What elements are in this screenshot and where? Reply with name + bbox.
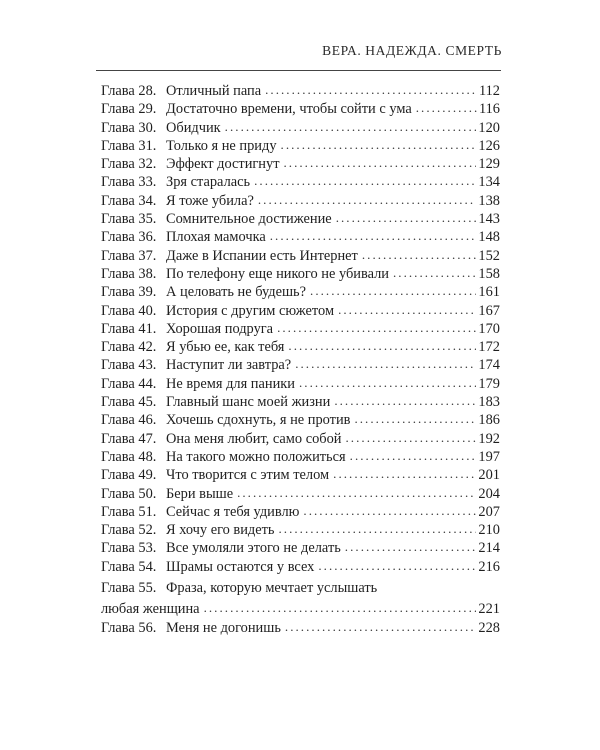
chapter-number: Глава 33.	[101, 174, 157, 191]
toc-entry-55[interactable]	[101, 579, 500, 597]
toc-entry[interactable]	[101, 192, 500, 210]
dot-leader	[258, 191, 477, 209]
toc-entry[interactable]	[101, 82, 500, 100]
chapter-number: Глава 45.	[101, 394, 157, 411]
chapter-title: Сомнительное достижение	[166, 211, 332, 228]
chapter-number: Глава 55.	[101, 580, 157, 597]
toc-entry[interactable]	[101, 466, 500, 484]
toc-entry[interactable]	[101, 411, 500, 429]
page-number: 207	[478, 503, 500, 520]
toc-entry[interactable]	[101, 100, 500, 118]
page-number: 148	[478, 229, 500, 246]
chapter-number: Глава 56.	[101, 619, 157, 636]
toc-entry-56[interactable]	[101, 619, 500, 637]
chapter-title-continued: любая женщина	[101, 601, 200, 618]
chapter-number: Глава 40.	[101, 302, 157, 319]
chapter-number: Глава 52.	[101, 522, 157, 539]
page-number: 152	[478, 247, 500, 264]
chapter-number: Глава 54.	[101, 558, 157, 575]
dot-leader	[237, 484, 476, 502]
dot-leader	[362, 246, 477, 264]
dot-leader	[393, 264, 476, 282]
chapter-number: Глава 43.	[101, 357, 157, 374]
dot-leader	[283, 154, 476, 172]
toc-entry[interactable]	[101, 155, 500, 173]
chapter-title: Зря старалась	[166, 174, 251, 191]
chapter-number: Глава 48.	[101, 448, 157, 465]
page-number: 192	[478, 430, 500, 447]
toc-entry[interactable]	[101, 302, 500, 320]
page-number: 183	[478, 394, 500, 411]
toc-entry[interactable]	[101, 265, 500, 283]
chapter-number: Глава 36.	[101, 229, 157, 246]
toc-entry[interactable]	[101, 283, 500, 301]
dot-leader	[281, 136, 477, 154]
page-number: 214	[478, 540, 500, 557]
toc-entry[interactable]	[101, 137, 500, 155]
chapter-title: Фраза, которую мечтает услышать	[166, 580, 378, 597]
toc-entry[interactable]	[101, 558, 500, 576]
chapter-number: Глава 39.	[101, 284, 157, 301]
page-number: 116	[478, 101, 500, 118]
chapter-title: Плохая мамочка	[166, 229, 266, 246]
toc-entry[interactable]	[101, 503, 500, 521]
dot-leader	[350, 447, 477, 465]
table-of-contents	[101, 82, 500, 637]
toc-entry[interactable]	[101, 247, 500, 265]
chapter-number: Глава 42.	[101, 339, 157, 356]
toc-entry[interactable]	[101, 320, 500, 338]
chapter-number: Глава 32.	[101, 156, 157, 173]
page-number: 216	[478, 558, 500, 575]
chapter-title: Меня не догонишь	[166, 619, 281, 636]
running-head: ВЕРА. НАДЕЖДА. СМЕРТЬ	[322, 43, 502, 58]
page-number: 112	[478, 83, 500, 99]
chapter-number: Глава 46.	[101, 412, 157, 429]
toc-entry[interactable]	[101, 539, 500, 557]
chapter-number: Глава 49.	[101, 467, 157, 484]
toc-entry[interactable]	[101, 485, 500, 503]
page-number: 158	[478, 265, 500, 282]
dot-leader	[225, 118, 477, 136]
dot-leader	[254, 172, 476, 190]
dot-leader	[334, 392, 476, 410]
chapter-title: Я убью ее, как тебя	[166, 339, 285, 356]
header-divider	[96, 70, 501, 71]
dot-leader	[288, 337, 476, 355]
dot-leader	[336, 209, 477, 227]
chapter-title: Все умоляли этого не делать	[166, 540, 341, 557]
chapter-title: Даже в Испании есть Интернет	[166, 247, 358, 264]
chapter-number: Глава 53.	[101, 540, 157, 557]
chapter-title: Бери выше	[166, 485, 234, 502]
chapter-title: История с другим сюжетом	[166, 302, 335, 319]
chapter-number: Глава 31.	[101, 137, 157, 154]
dot-leader	[318, 557, 476, 575]
toc-entry[interactable]	[101, 338, 500, 356]
chapter-title: Достаточно времени, чтобы сойти с ума	[166, 101, 412, 118]
chapter-number: Глава 38.	[101, 265, 157, 282]
toc-entry-55-continued[interactable]	[101, 600, 500, 618]
dot-leader	[270, 227, 477, 245]
toc-entry[interactable]	[101, 228, 500, 246]
dot-leader	[278, 520, 476, 538]
chapter-title: Только я не приду	[166, 137, 277, 154]
chapter-number: Глава 41.	[101, 320, 157, 337]
chapter-number: Глава 29.	[101, 101, 157, 118]
toc-entry[interactable]	[101, 375, 500, 393]
toc-entry[interactable]	[101, 448, 500, 466]
chapter-title: Она меня любит, само собой	[166, 430, 342, 447]
dot-leader	[333, 465, 476, 483]
chapter-title: А целовать не будешь?	[166, 284, 307, 301]
chapter-number: Глава 30.	[101, 119, 157, 136]
toc-entry[interactable]	[101, 430, 500, 448]
chapter-title: На такого можно положиться	[166, 448, 346, 465]
page-number: 170	[478, 320, 500, 337]
page-number: 120	[478, 119, 500, 136]
chapter-title: Отличный папа	[166, 83, 262, 99]
page-number: 138	[478, 192, 500, 209]
page-number: 126	[478, 137, 500, 154]
chapter-title: Эффект достигнут	[166, 156, 280, 173]
chapter-title: Хорошая подруга	[166, 320, 274, 337]
dot-leader	[265, 81, 477, 99]
page-number: 179	[478, 375, 500, 392]
page-number: 161	[478, 284, 500, 301]
chapter-title: Наступит ли завтра?	[166, 357, 292, 374]
toc-entry[interactable]	[101, 210, 500, 228]
chapter-number: Глава 34.	[101, 192, 157, 209]
dot-leader	[285, 618, 477, 636]
toc-entry[interactable]	[101, 173, 500, 191]
chapter-title: По телефону еще никого не убивали	[166, 265, 389, 282]
chapter-number: Глава 35.	[101, 211, 157, 228]
page-number: 221	[478, 601, 500, 618]
page-number: 167	[478, 302, 500, 319]
page-number: 204	[478, 485, 500, 502]
chapter-title: Не время для паники	[166, 375, 295, 392]
page-number: 172	[478, 339, 500, 356]
chapter-title: Я хочу его видеть	[166, 522, 275, 539]
chapter-title: Хочешь сдохнуть, я не против	[166, 412, 351, 429]
dot-leader	[345, 538, 477, 556]
toc-entry[interactable]	[101, 393, 500, 411]
page-number: 201	[478, 467, 500, 484]
page-number: 174	[478, 357, 500, 374]
page-number: 186	[478, 412, 500, 429]
chapter-number: Глава 28.	[101, 83, 157, 99]
dot-leader	[354, 410, 476, 428]
chapter-title: Сейчас я тебя удивлю	[166, 503, 300, 520]
toc-entry[interactable]	[101, 521, 500, 539]
page-number: 143	[478, 211, 500, 228]
dot-leader	[338, 301, 476, 319]
dot-leader	[310, 282, 476, 300]
chapter-number: Глава 47.	[101, 430, 157, 447]
toc-entry[interactable]	[101, 119, 500, 137]
dot-leader	[204, 599, 477, 617]
chapter-title: Обидчик	[166, 119, 221, 136]
chapter-title: Я тоже убила?	[166, 192, 254, 209]
dot-leader	[416, 99, 477, 117]
chapter-number: Глава 44.	[101, 375, 157, 392]
dot-leader	[277, 319, 476, 337]
page-number: 228	[478, 619, 500, 636]
chapter-title: Шрамы остаются у всех	[166, 558, 315, 575]
page-number: 134	[478, 174, 500, 191]
dot-leader	[299, 374, 476, 392]
page-number: 197	[478, 448, 500, 465]
dot-leader	[303, 502, 476, 520]
chapter-number: Глава 51.	[101, 503, 157, 520]
chapter-number: Глава 50.	[101, 485, 157, 502]
chapter-number: Глава 37.	[101, 247, 157, 264]
page-number: 129	[478, 156, 500, 173]
dot-leader	[346, 429, 477, 447]
chapter-title: Что творится с этим телом	[166, 467, 330, 484]
dot-leader	[295, 355, 476, 373]
page-number: 210	[478, 522, 500, 539]
toc-entry[interactable]	[101, 356, 500, 374]
chapter-title: Главный шанс моей жизни	[166, 394, 331, 411]
